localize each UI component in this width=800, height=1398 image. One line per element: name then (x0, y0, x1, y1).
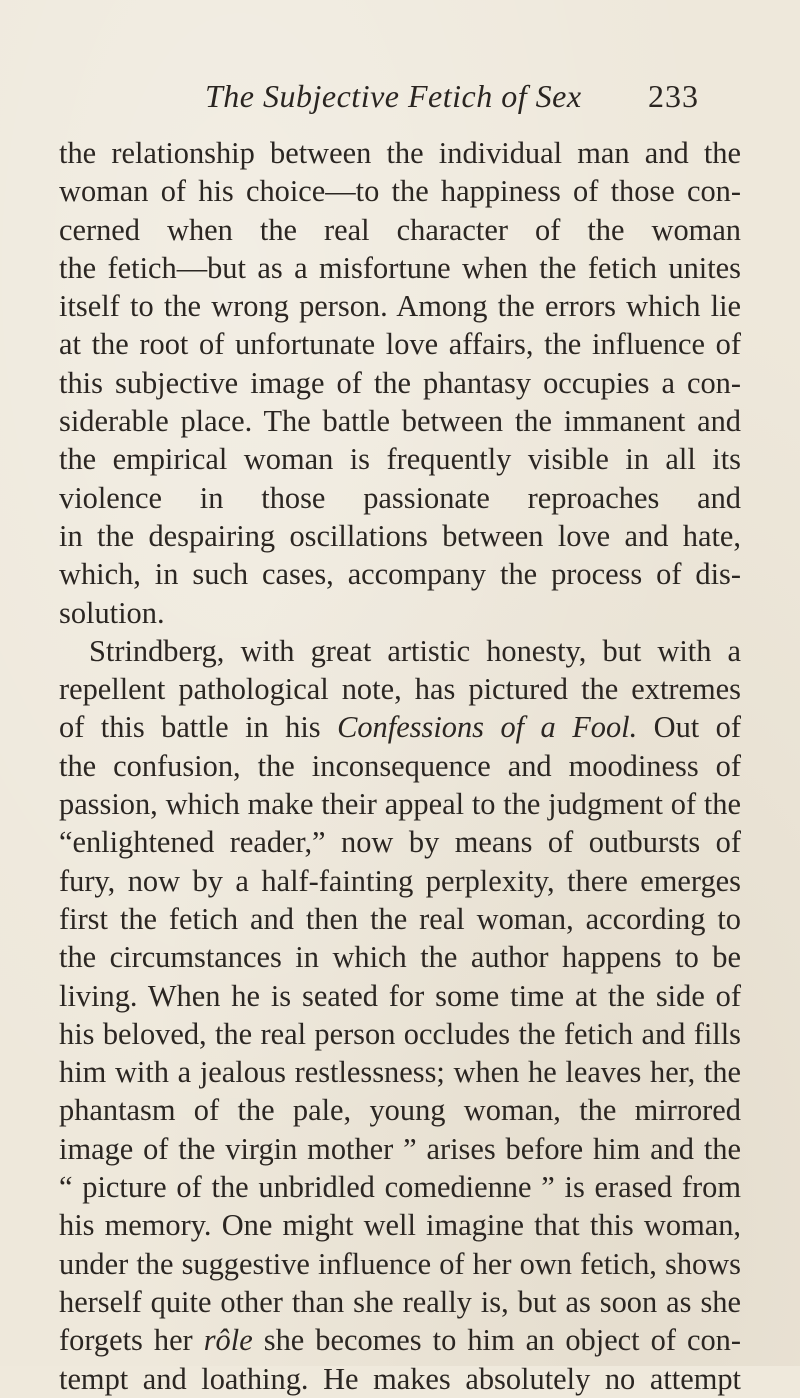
text-line (59, 287, 741, 325)
text-segment: woman of his choice—to the happiness of those con- (59, 174, 741, 209)
text-segment: “ picture of the unbridled comedienne ” is erased from (59, 1170, 741, 1205)
text-segment: him with a jealous restlessness; when he leaves her, the (59, 1055, 741, 1090)
text-line (59, 708, 741, 746)
text-segment: Strindberg, with great artistic honesty, but with a (89, 633, 741, 668)
text-line (59, 938, 741, 976)
text-segment: under the suggestive influence of her own fetich, shows (59, 1246, 741, 1281)
text-line (59, 785, 741, 823)
text-segment: she becomes to him an object of con- (252, 1323, 741, 1358)
text-line (59, 823, 741, 861)
text-line (59, 402, 741, 440)
text-line (59, 1130, 741, 1168)
text-segment: repellent pathological note, has pictured the extremes (59, 672, 741, 707)
text-line (59, 1321, 741, 1359)
text-line (59, 440, 741, 478)
text-segment: image of the virgin mother ” arises before him and the (59, 1131, 741, 1166)
text-line (59, 1283, 741, 1321)
text-segment: violence in those passionate reproaches and (59, 480, 741, 515)
text-segment: siderable place. The battle between the immanent and (59, 404, 741, 439)
text-line (59, 670, 741, 708)
text-segment: fury, now by a half-fainting perplexity, there emerges (59, 863, 741, 898)
text-line (59, 1206, 741, 1244)
text-segment: itself to the wrong person. Among the errors which lie (59, 289, 741, 324)
text-line (59, 364, 741, 402)
text-segment: passion, which make their appeal to the judgment of the (59, 787, 741, 822)
page-number: 233 (648, 78, 699, 114)
text-segment: the empirical woman is frequently visible in all its (59, 442, 741, 477)
text-line (59, 1053, 741, 1091)
text-line (59, 594, 741, 632)
text-line (59, 517, 741, 555)
text-segment: Out of (637, 710, 741, 745)
text-segment: the confusion, the inconsequence and moodiness of (59, 748, 741, 783)
text-line (59, 900, 741, 938)
text-segment: herself quite other than she really is, but as soon as she (59, 1284, 741, 1319)
text-segment: the relationship between the individual man and the (59, 136, 741, 170)
text-segment: forgets her (59, 1323, 204, 1358)
text-line (59, 1015, 741, 1053)
italic-text: rôle (203, 1323, 253, 1358)
text-line (59, 862, 741, 900)
text-line (59, 325, 741, 363)
text-line (59, 1091, 741, 1129)
text-line (59, 1360, 741, 1398)
text-segment: solution. (59, 595, 165, 630)
text-segment: tempt and loathing. He makes absolutely no attempt (59, 1361, 741, 1396)
text-segment: the fetich—but as a misfortune when the fetich unites (59, 250, 741, 285)
text-segment: cerned when the real character of the woman (59, 212, 741, 247)
text-segment: his beloved, the real person occludes the fetich and fills (59, 1016, 741, 1051)
text-segment: his memory. One might well imagine that this woman, (59, 1208, 741, 1243)
text-segment: in the despairing oscillations between love and hate, (59, 518, 741, 553)
text-segment: phantasm of the pale, young woman, the mirrored (59, 1093, 741, 1128)
text-line (59, 172, 741, 210)
text-segment: the circumstances in which the author happens to be (59, 940, 741, 975)
text-segment: “enlightened reader,” now by means of outbursts of (59, 825, 741, 860)
text-line (59, 211, 741, 249)
text-line (59, 1168, 741, 1206)
text-segment: of this battle in his (59, 710, 338, 745)
text-segment: living. When he is seated for some time at the side of (59, 978, 741, 1013)
text-segment: first the fetich and then the real woman, according to (59, 901, 741, 936)
text-segment: this subjective image of the phantasy occupies a con- (59, 365, 741, 400)
body-text (59, 134, 741, 1398)
text-line (59, 555, 741, 593)
text-line (59, 747, 741, 785)
text-segment: which, in such cases, accompany the process of dis- (59, 557, 741, 592)
text-line (59, 249, 741, 287)
text-line (59, 632, 741, 670)
text-line (59, 977, 741, 1015)
running-head (0, 78, 800, 118)
running-head-title: The Subjective Fetich of Sex (205, 78, 582, 114)
text-line (59, 1245, 741, 1283)
text-segment: at the root of unfortunate love affairs, the influence of (59, 327, 741, 362)
italic-text: Confessions of a Fool. (337, 710, 638, 745)
text-line (59, 134, 741, 172)
text-line (59, 479, 741, 517)
